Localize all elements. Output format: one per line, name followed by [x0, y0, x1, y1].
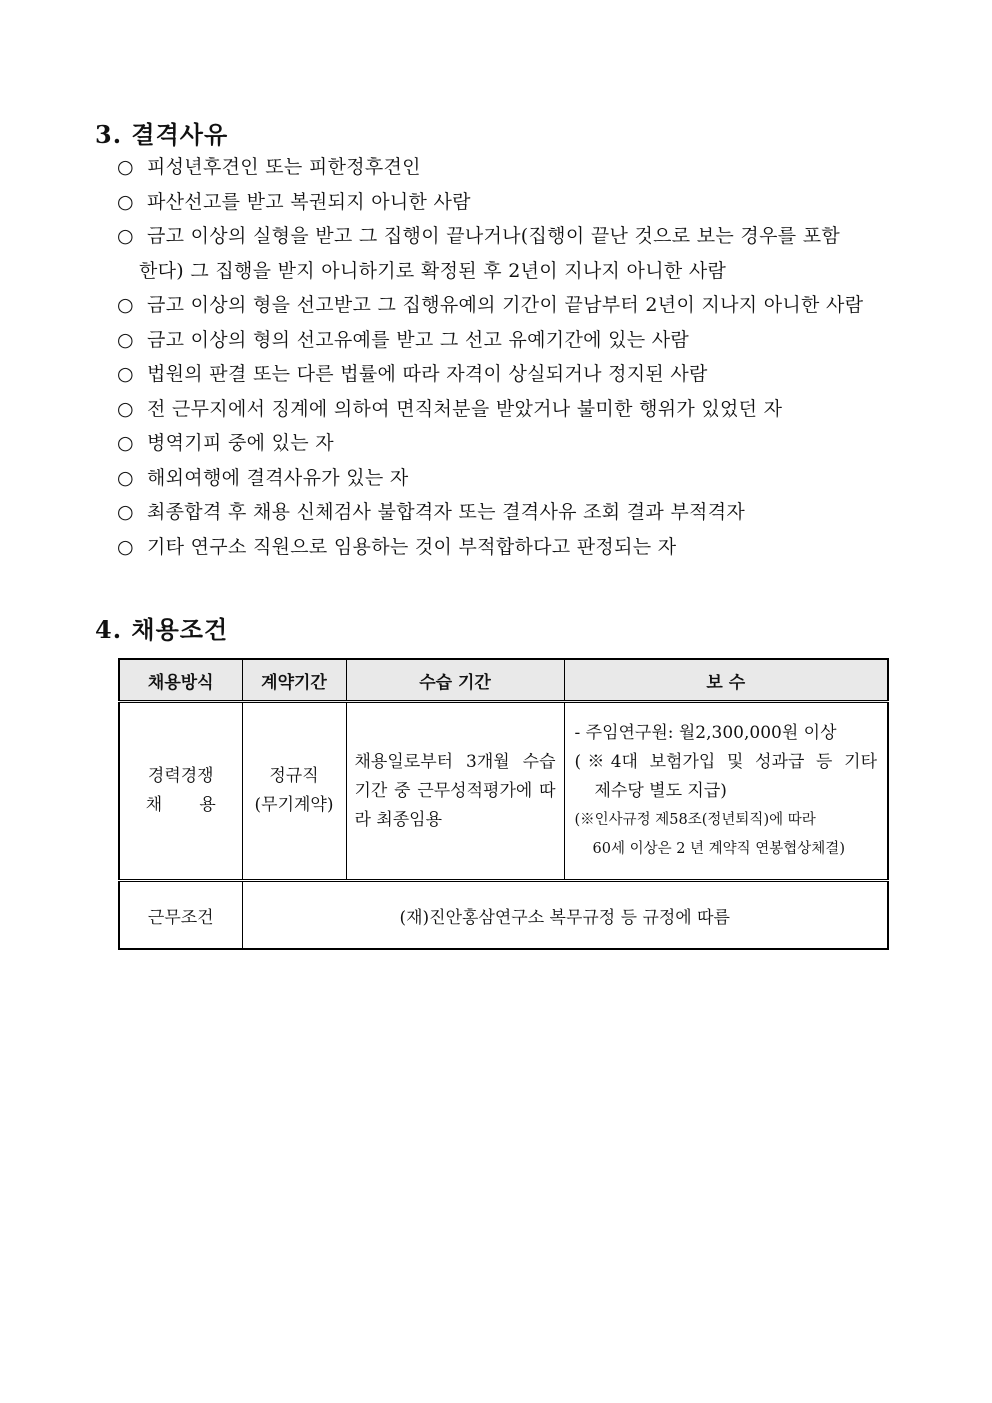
list-item: ○ 파산선고를 받고 복권되지 아니한 사람	[117, 185, 907, 220]
circle-bullet-icon: ○	[117, 328, 134, 351]
header-pay: 보 수	[564, 659, 888, 702]
table-row	[119, 702, 888, 881]
list-item: ○ 금고 이상의 형을 선고받고 그 집행유예의 기간이 끝남부터 2년이 지나지 아니한 사람	[117, 288, 907, 323]
circle-bullet-icon: ○	[117, 225, 134, 247]
section-title-employment-conditions: 4. 채용조건	[95, 615, 229, 644]
table-header-row	[119, 659, 888, 702]
list-item: ○ 기타 연구소 직원으로 임용하는 것이 부적합하다고 판정되는 자	[117, 530, 907, 565]
table-row	[119, 881, 888, 950]
cell-work-value: (재)진안홍삼연구소 복무규정 등 규정에 따름	[242, 881, 888, 950]
disqualification-list	[117, 150, 907, 564]
circle-bullet-icon: ○	[117, 190, 134, 213]
employment-conditions-table	[118, 658, 889, 950]
circle-bullet-icon: ○	[117, 535, 134, 558]
header-contract: 계약기간	[242, 659, 346, 702]
list-item: ○ 전 근무지에서 징계에 의하여 면직처분을 받았거나 불미한 행위가 있었던 자	[117, 392, 907, 427]
list-item: ○ 법원의 판결 또는 다른 법률에 따라 자격이 상실되거나 정지된 사람	[117, 357, 907, 392]
circle-bullet-icon: ○	[117, 156, 134, 178]
list-item: ○ 병역기피 중에 있는 자	[117, 426, 907, 461]
cell-method: 경력경쟁 채 용	[119, 702, 242, 881]
section-title-disqualification: 3. 결격사유	[95, 120, 229, 149]
circle-bullet-icon: ○	[117, 397, 134, 420]
circle-bullet-icon: ○	[117, 432, 134, 454]
list-item: ○ 금고 이상의 형의 선고유예를 받고 그 선고 유예기간에 있는 사람	[117, 323, 907, 358]
cell-probation: 채용일로부터 3개월 수습기간 중 근무성적평가에 따라 최종임용	[346, 702, 564, 881]
circle-bullet-icon: ○	[117, 294, 134, 316]
list-item: ○ 해외여행에 결격사유가 있는 자	[117, 461, 907, 496]
list-item: ○ 금고 이상의 실형을 받고 그 집행이 끝나거나(집행이 끝난 것으로 보는 경우를 포함 한다) 그 집행을 받지 아니하기로 확정된 후 2년이 지나지 아니한 사람	[117, 219, 907, 288]
header-probation: 수습 기간	[346, 659, 564, 702]
circle-bullet-icon: ○	[117, 363, 134, 385]
list-item: ○ 피성년후견인 또는 피한정후견인	[117, 150, 907, 185]
header-method: 채용방식	[119, 659, 242, 702]
cell-contract: 정규직 (무기계약)	[242, 702, 346, 881]
circle-bullet-icon: ○	[117, 466, 134, 489]
cell-pay: - 주임연구원: 월2,300,000원 이상 (※4대 보험가입 및 성과급 등 기타 제수당 별도 지급) (※인사규정 제58조(정년퇴직)에 따라 60세 이상은 2 년 계약직 연봉협상체결)	[564, 702, 888, 881]
circle-bullet-icon: ○	[117, 501, 134, 523]
cell-work-label: 근무조건	[119, 881, 242, 950]
list-item: ○ 최종합격 후 채용 신체검사 불합격자 또는 결격사유 조회 결과 부적격자	[117, 495, 907, 530]
